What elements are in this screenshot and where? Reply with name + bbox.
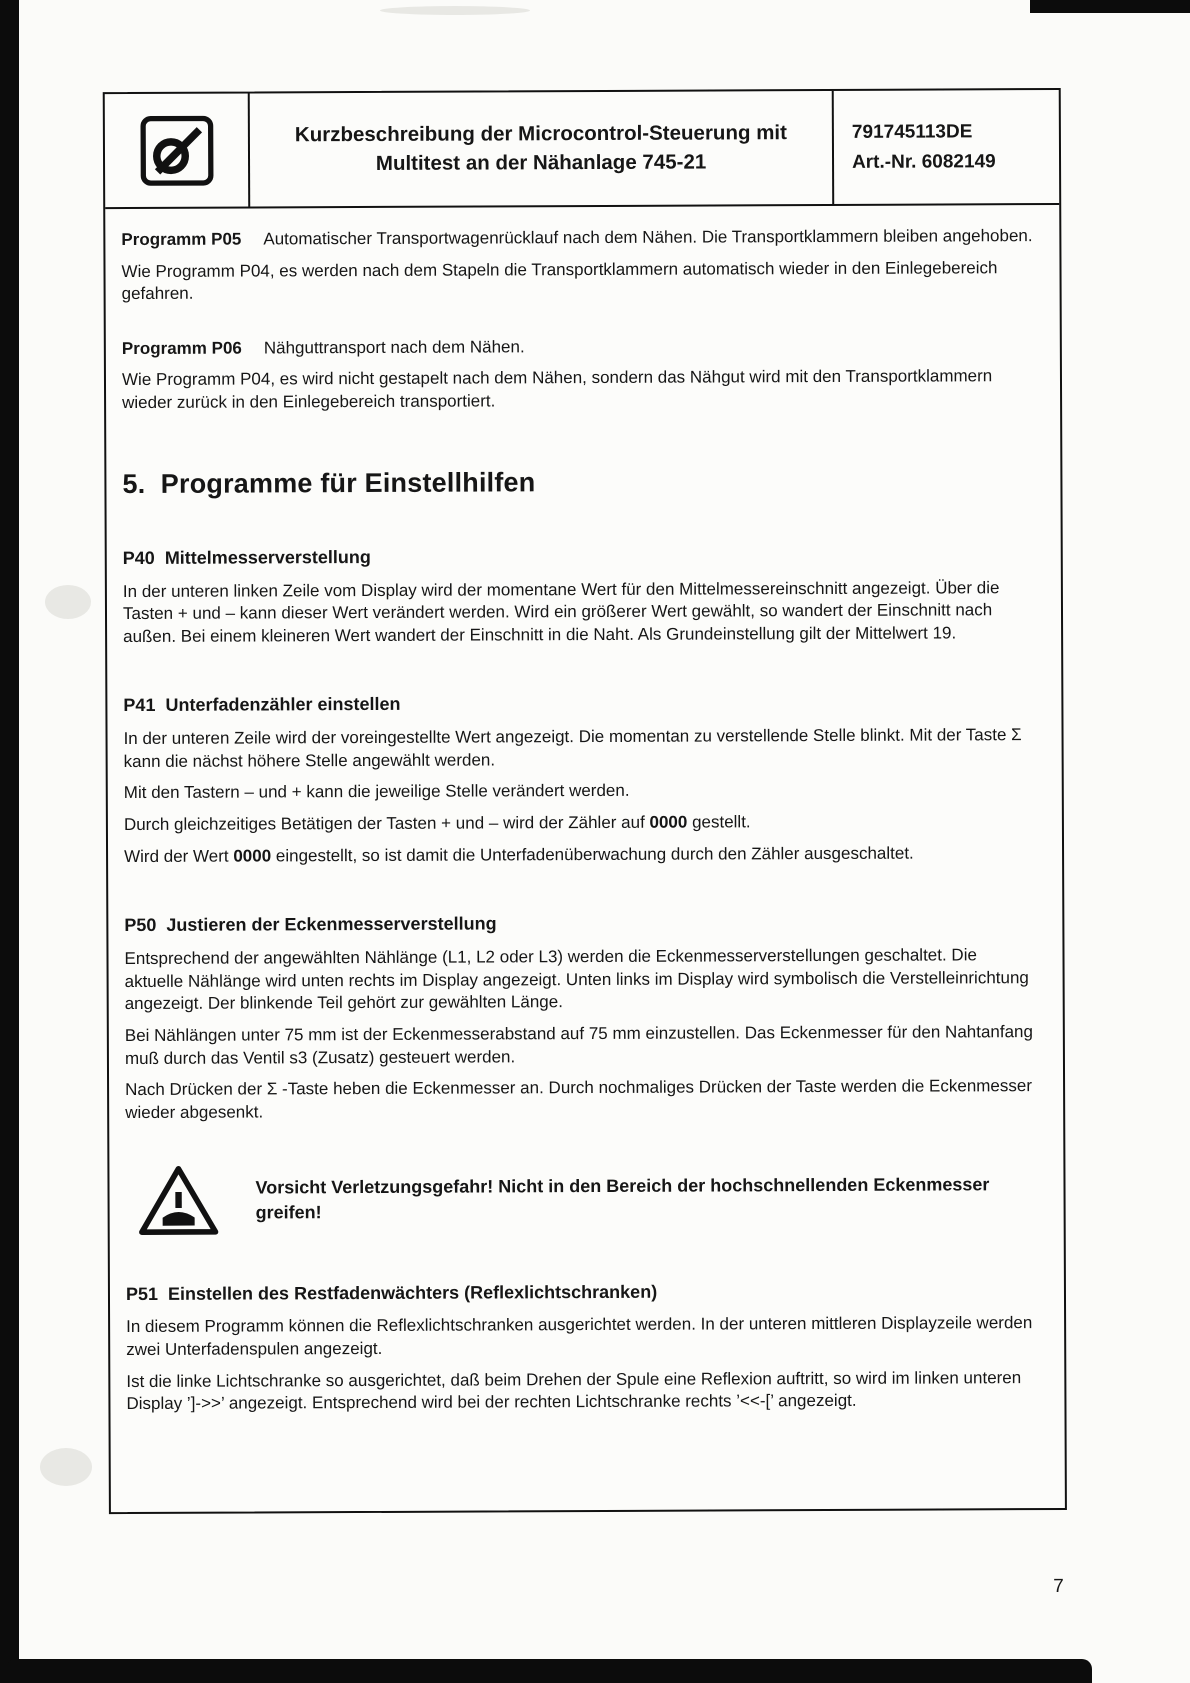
program-p06-body-paragraph: Wie Programm P04, es wird nicht gestapelt nach dem Nähen, sondern das Nähgut wird mit den Transportklammern wieder zurück in den Einlegebereich transportiert. bbox=[121, 366, 993, 413]
p51-heading: P51 Einstellen des Restfadenwächters (Reflexlichtschranken) bbox=[125, 1281, 658, 1304]
p41-paragraph-3 bbox=[124, 810, 1036, 837]
p40-section bbox=[123, 543, 1035, 649]
p41-heading: P41 Unterfadenzähler einstellen bbox=[123, 694, 401, 716]
program-p06-intro-text: Nähguttransport nach dem Nähen. bbox=[263, 337, 525, 358]
warning-text: Vorsicht Verletzungsgefahr! Nicht in den Bereich der hochschnellenden Eckenmesser greifen! bbox=[255, 1174, 990, 1222]
program-p06-label: Programm P06 bbox=[121, 338, 242, 358]
p40-heading: P40 Mittelmesserverstellung bbox=[122, 546, 371, 568]
duerkopp-adler-logo-icon bbox=[137, 114, 215, 186]
document-header bbox=[105, 90, 1059, 209]
p51-paragraph-2: Ist die linke Lichtschranke so ausgerichtet, daß beim Drehen der Spule eine Reflexion auftritt, so wird im linken unteren Display ’]->>’ angezeigt. Entsprechend wird bei der rechten Lichtschranke rechts ’<<-[’ angezeigt. bbox=[126, 1367, 1022, 1414]
p50-paragraph-3: Nach Drücken der Σ -Taste heben die Eckenmesser an. Durch nochmaliges Drücken der Taste werden die Eckenmesser wieder abgesenkt. bbox=[125, 1076, 1033, 1122]
logo-cell bbox=[105, 93, 250, 207]
p41-paragraph-1: In der unteren Zeile wird der voreingestellte Wert angezeigt. Die momentan zu verstellende Stelle blinkt. Mit der Taste Σ kann die nächst höhere Stelle angewählt werden. bbox=[123, 725, 1022, 771]
document-body bbox=[105, 205, 1064, 1416]
p41-paragraph-4-bold-value: 0000 bbox=[233, 846, 272, 866]
document-frame bbox=[103, 88, 1067, 1514]
program-p05-label: Programm P05 bbox=[121, 229, 242, 250]
page-number: 7 bbox=[1053, 1575, 1064, 1598]
document-number: 791745113DE bbox=[851, 121, 973, 143]
document-title-line1: Kurzbeschreibung der Microcontrol-Steuerung mit bbox=[294, 120, 787, 147]
warning-triangle-icon bbox=[137, 1164, 219, 1236]
document-numbers bbox=[832, 90, 1059, 204]
p41-section bbox=[123, 690, 1036, 868]
p41-paragraph-4-text-end: eingestellt, so ist damit die Unterfadenüberwachung durch den Zähler ausgeschaltet. bbox=[271, 843, 914, 866]
warning-block bbox=[125, 1161, 1037, 1237]
p41-paragraph-3-text: Durch gleichzeitiges Betätigen der Tasten + und – wird der Zähler auf bbox=[123, 812, 650, 835]
p50-heading: P50 Justieren der Eckenmesserverstellung bbox=[124, 913, 497, 936]
program-p05-intro-text: Automatischer Transportwagenrücklauf nach dem Nähen. Die Transportklammern bleiben angehoben. bbox=[263, 226, 1033, 249]
program-p06-intro-paragraph bbox=[122, 334, 1034, 361]
p51-section bbox=[126, 1279, 1039, 1416]
program-p05-body-paragraph: Wie Programm P04, es werden nach dem Stapeln die Transportklammern automatisch wieder in den Einlegebereich gefahren. bbox=[121, 257, 998, 304]
document-title-line2: Multitest an der Nähanlage 745-21 bbox=[375, 150, 707, 175]
p41-paragraph-4 bbox=[124, 842, 1036, 869]
p41-paragraph-3-text-end: gestellt. bbox=[687, 812, 751, 832]
p41-paragraph-3-bold-value: 0000 bbox=[649, 812, 688, 832]
p50-paragraph-1: Entsprechend der angewählten Nählänge (L1, L2 oder L3) werden die Eckenmesserverstellungen geschaltet. Die aktuelle Nählänge wird unten rechts im Display angezeigt. Unten links im Display wird symbolisch die Verstelleinrichtung angezeigt. Der blinkende Teil gehört zur gewählten Länge. bbox=[124, 945, 1029, 1014]
section-5-heading: 5. Programme für Einstellhilfen bbox=[122, 466, 536, 499]
p40-paragraph-1: In der unteren linken Zeile vom Display wird der momentane Wert für den Mittelmessereinschnitt angezeigt. Über die Tasten + und – kann dieser Wert verändert werden. Wird ein größerer Wert gewählt, so wandert der Einschnitt nach außen. Bei einem kleineren Wert wandert der Einschnitt in die Naht. Als Grundeinstellung gilt der Mittelwert 19. bbox=[122, 577, 1000, 646]
p41-paragraph-2: Mit den Tastern – und + kann die jeweilige Stelle verändert werden. bbox=[123, 781, 630, 803]
program-p05-intro-paragraph bbox=[121, 225, 1033, 252]
p50-paragraph-2: Bei Nählängen unter 75 mm ist der Eckenmesserabstand auf 75 mm einzustellen. Das Eckenmesser für den Nahtanfang muß durch das Ventil s3 (Zusatz) gesteuert werden. bbox=[124, 1022, 1033, 1068]
article-number: Art.-Nr. 6082149 bbox=[851, 150, 996, 173]
p50-section bbox=[124, 910, 1037, 1124]
document-title bbox=[250, 91, 832, 207]
p51-paragraph-1: In diesem Programm können die Reflexlichtschranken ausgerichtet werden. In der unteren mittleren Displayzeile werden zwei Unterfadenspulen angezeigt. bbox=[126, 1313, 1033, 1360]
program-p05-section bbox=[121, 225, 1033, 306]
p41-paragraph-4-text: Wird der Wert bbox=[124, 846, 234, 866]
program-p06-section bbox=[122, 334, 1034, 415]
